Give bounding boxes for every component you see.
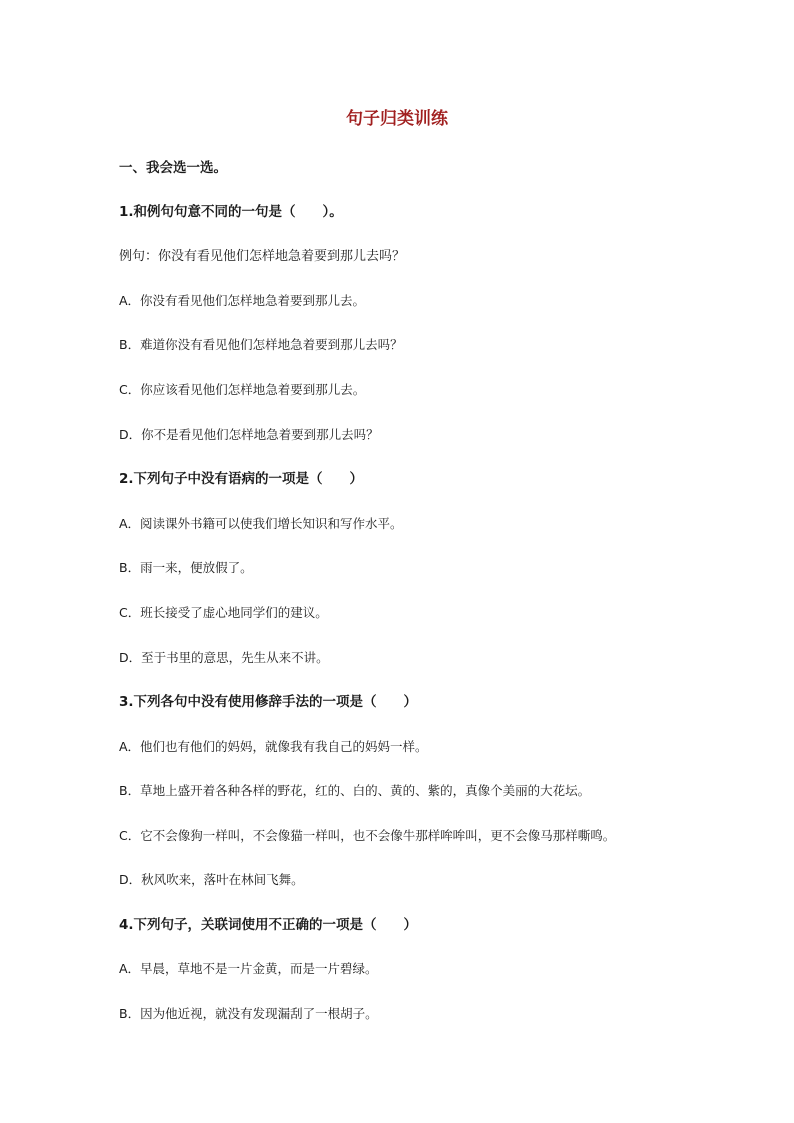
question-1-option-c: C．你应该看见他们怎样地急着要到那儿去。 bbox=[119, 382, 366, 397]
question-4-option-a: A．早晨，草地不是一片金黄，而是一片碧绿。 bbox=[119, 961, 378, 976]
question-3-option-a: A．他们也有他们的妈妈，就像我有我自己的妈妈一样。 bbox=[119, 739, 428, 754]
question-1-option-a: A．你没有看见他们怎样地急着要到那儿去。 bbox=[119, 293, 366, 308]
question-4-stem: 4.下列句子，关联词使用不正确的一项是（ ） bbox=[119, 917, 418, 933]
question-1-option-d: D．你不是看见他们怎样地急着要到那儿去吗？ bbox=[119, 427, 379, 442]
question-1-option-b: B．难道你没有看见他们怎样地急着要到那儿去吗？ bbox=[119, 337, 403, 352]
question-2-option-a: A．阅读课外书籍可以使我们增长知识和写作水平。 bbox=[119, 516, 403, 531]
document-title: 句子归类训练 bbox=[346, 109, 448, 129]
question-4-option-b: B．因为他近视，就没有发现漏刮了一根胡子。 bbox=[119, 1006, 378, 1021]
question-3-option-b: B．草地上盛开着各种各样的野花，红的、白的、黄的、紫的，真像个美丽的大花坛。 bbox=[119, 783, 591, 798]
section-heading: 一、我会选一选。 bbox=[119, 160, 227, 176]
question-1-stem: 1.和例句句意不同的一句是（ ）。 bbox=[119, 204, 343, 220]
question-1-example: 例句：你没有看见他们怎样地急着要到那儿去吗？ bbox=[119, 249, 406, 264]
question-2-option-b: B．雨一来，便放假了。 bbox=[119, 560, 253, 575]
question-3-option-c: C．它不会像狗一样叫，不会像猫一样叫，也不会像牛那样哞哞叫，更不会像马那样嘶鸣。 bbox=[119, 828, 616, 843]
question-3-stem: 3.下列各句中没有使用修辞手法的一项是（ ） bbox=[119, 694, 418, 710]
question-2-stem: 2.下列句子中没有语病的一项是（ ） bbox=[119, 471, 364, 487]
question-2-option-d: D．至于书里的意思，先生从来不讲。 bbox=[119, 650, 329, 665]
question-2-option-c: C．班长接受了虚心地同学们的建议。 bbox=[119, 605, 328, 620]
question-3-option-d: D．秋风吹来，落叶在林间飞舞。 bbox=[119, 872, 304, 887]
